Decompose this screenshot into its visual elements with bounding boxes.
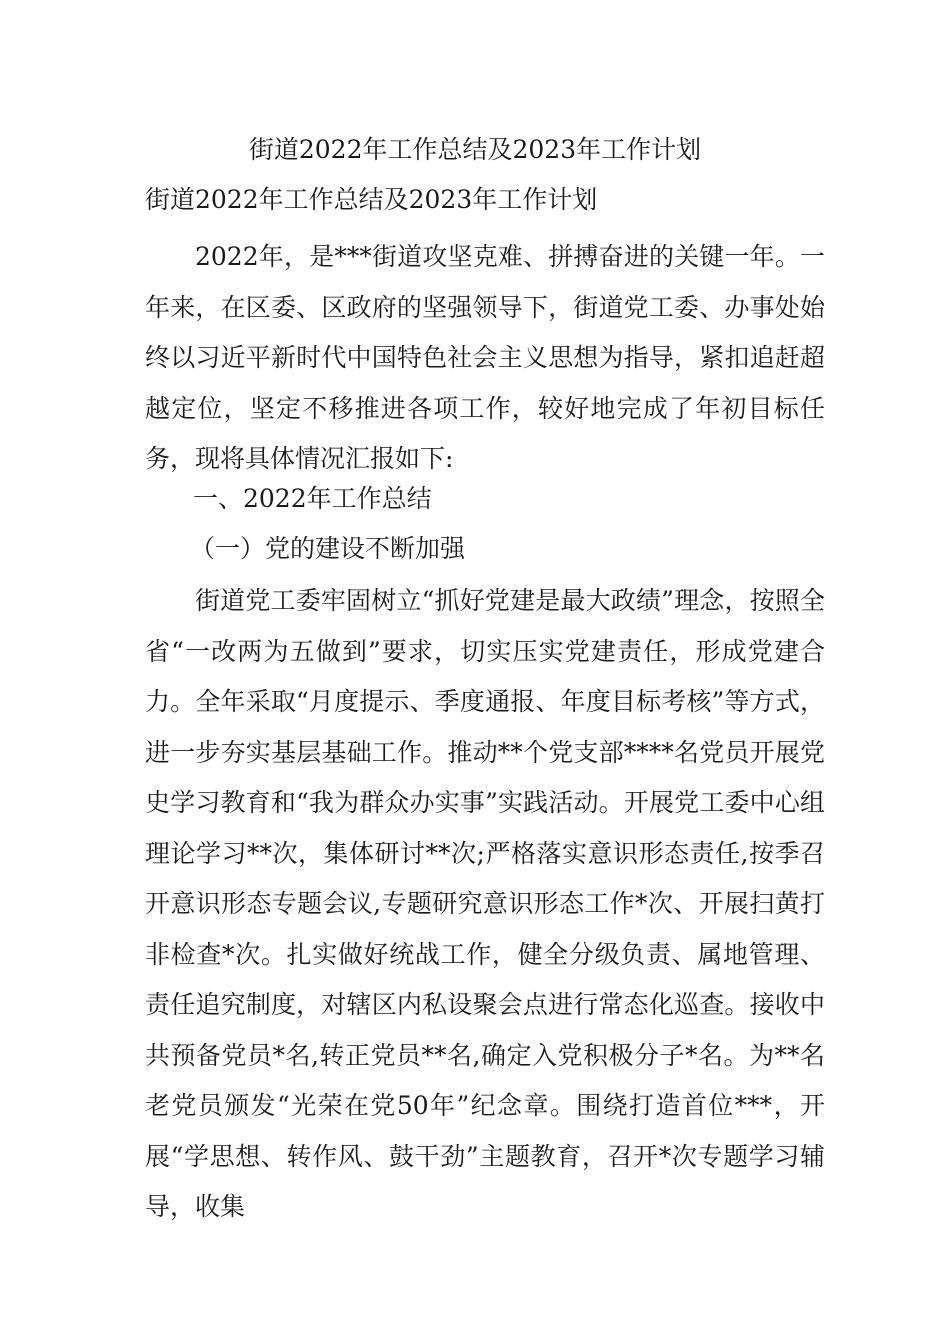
subsection-heading-party-building: （一）党的建设不断加强 bbox=[190, 534, 466, 563]
intro-paragraph: 2022年，是***街道攻坚克难、拼搏奋进的关键一年。一年来，在区委、区政府的坚强领导下，街道党工委、办事处始终以习近平新时代中国特色社会主义思想为指导，紧扣追赶超越定位，坚定不移推进各项工作，较好地完成了年初目标任务，现将具体情况汇报如下: bbox=[145, 242, 825, 473]
section-heading-work-summary: 一、2022年工作总结 bbox=[193, 484, 432, 513]
party-building-paragraph: 街道党工委牢固树立“抓好党建是最大政绩”理念，按照全省“一改两为五做到”要求，切实压实党建责任，形成党建合力。全年采取“月度提示、季度通报、年度目标考核”等方式，进一步夯实基层基础工作。推动**个党支部****名党员开展党史学习教育和“我为群众办实事”实践活动。开展党工委中心组理论学习**次，集体研讨**次;严格落实意识形态责任,按季召开意识形态专题会议,专题研究意识形态工作*次、开展扫黄打非检查*次。扎实做好统战工作，健全分级负责、属地管理、责任追究制度，对辖区内私设聚会点进行常态化巡查。接收中共预备党员*名,转正党员**名,确定入党积极分子*名。为**名老党员颁发“光荣在党50年”纪念章。围绕打造首位***，开展“学思想、转作风、鼓干劲”主题教育，召开*次专题学习辅导，收集 bbox=[145, 586, 825, 1221]
document-subtitle: 街道2022年工作总结及2023年工作计划 bbox=[145, 185, 598, 214]
document-title: 街道2022年工作总结及2023年工作计划 bbox=[248, 135, 702, 164]
